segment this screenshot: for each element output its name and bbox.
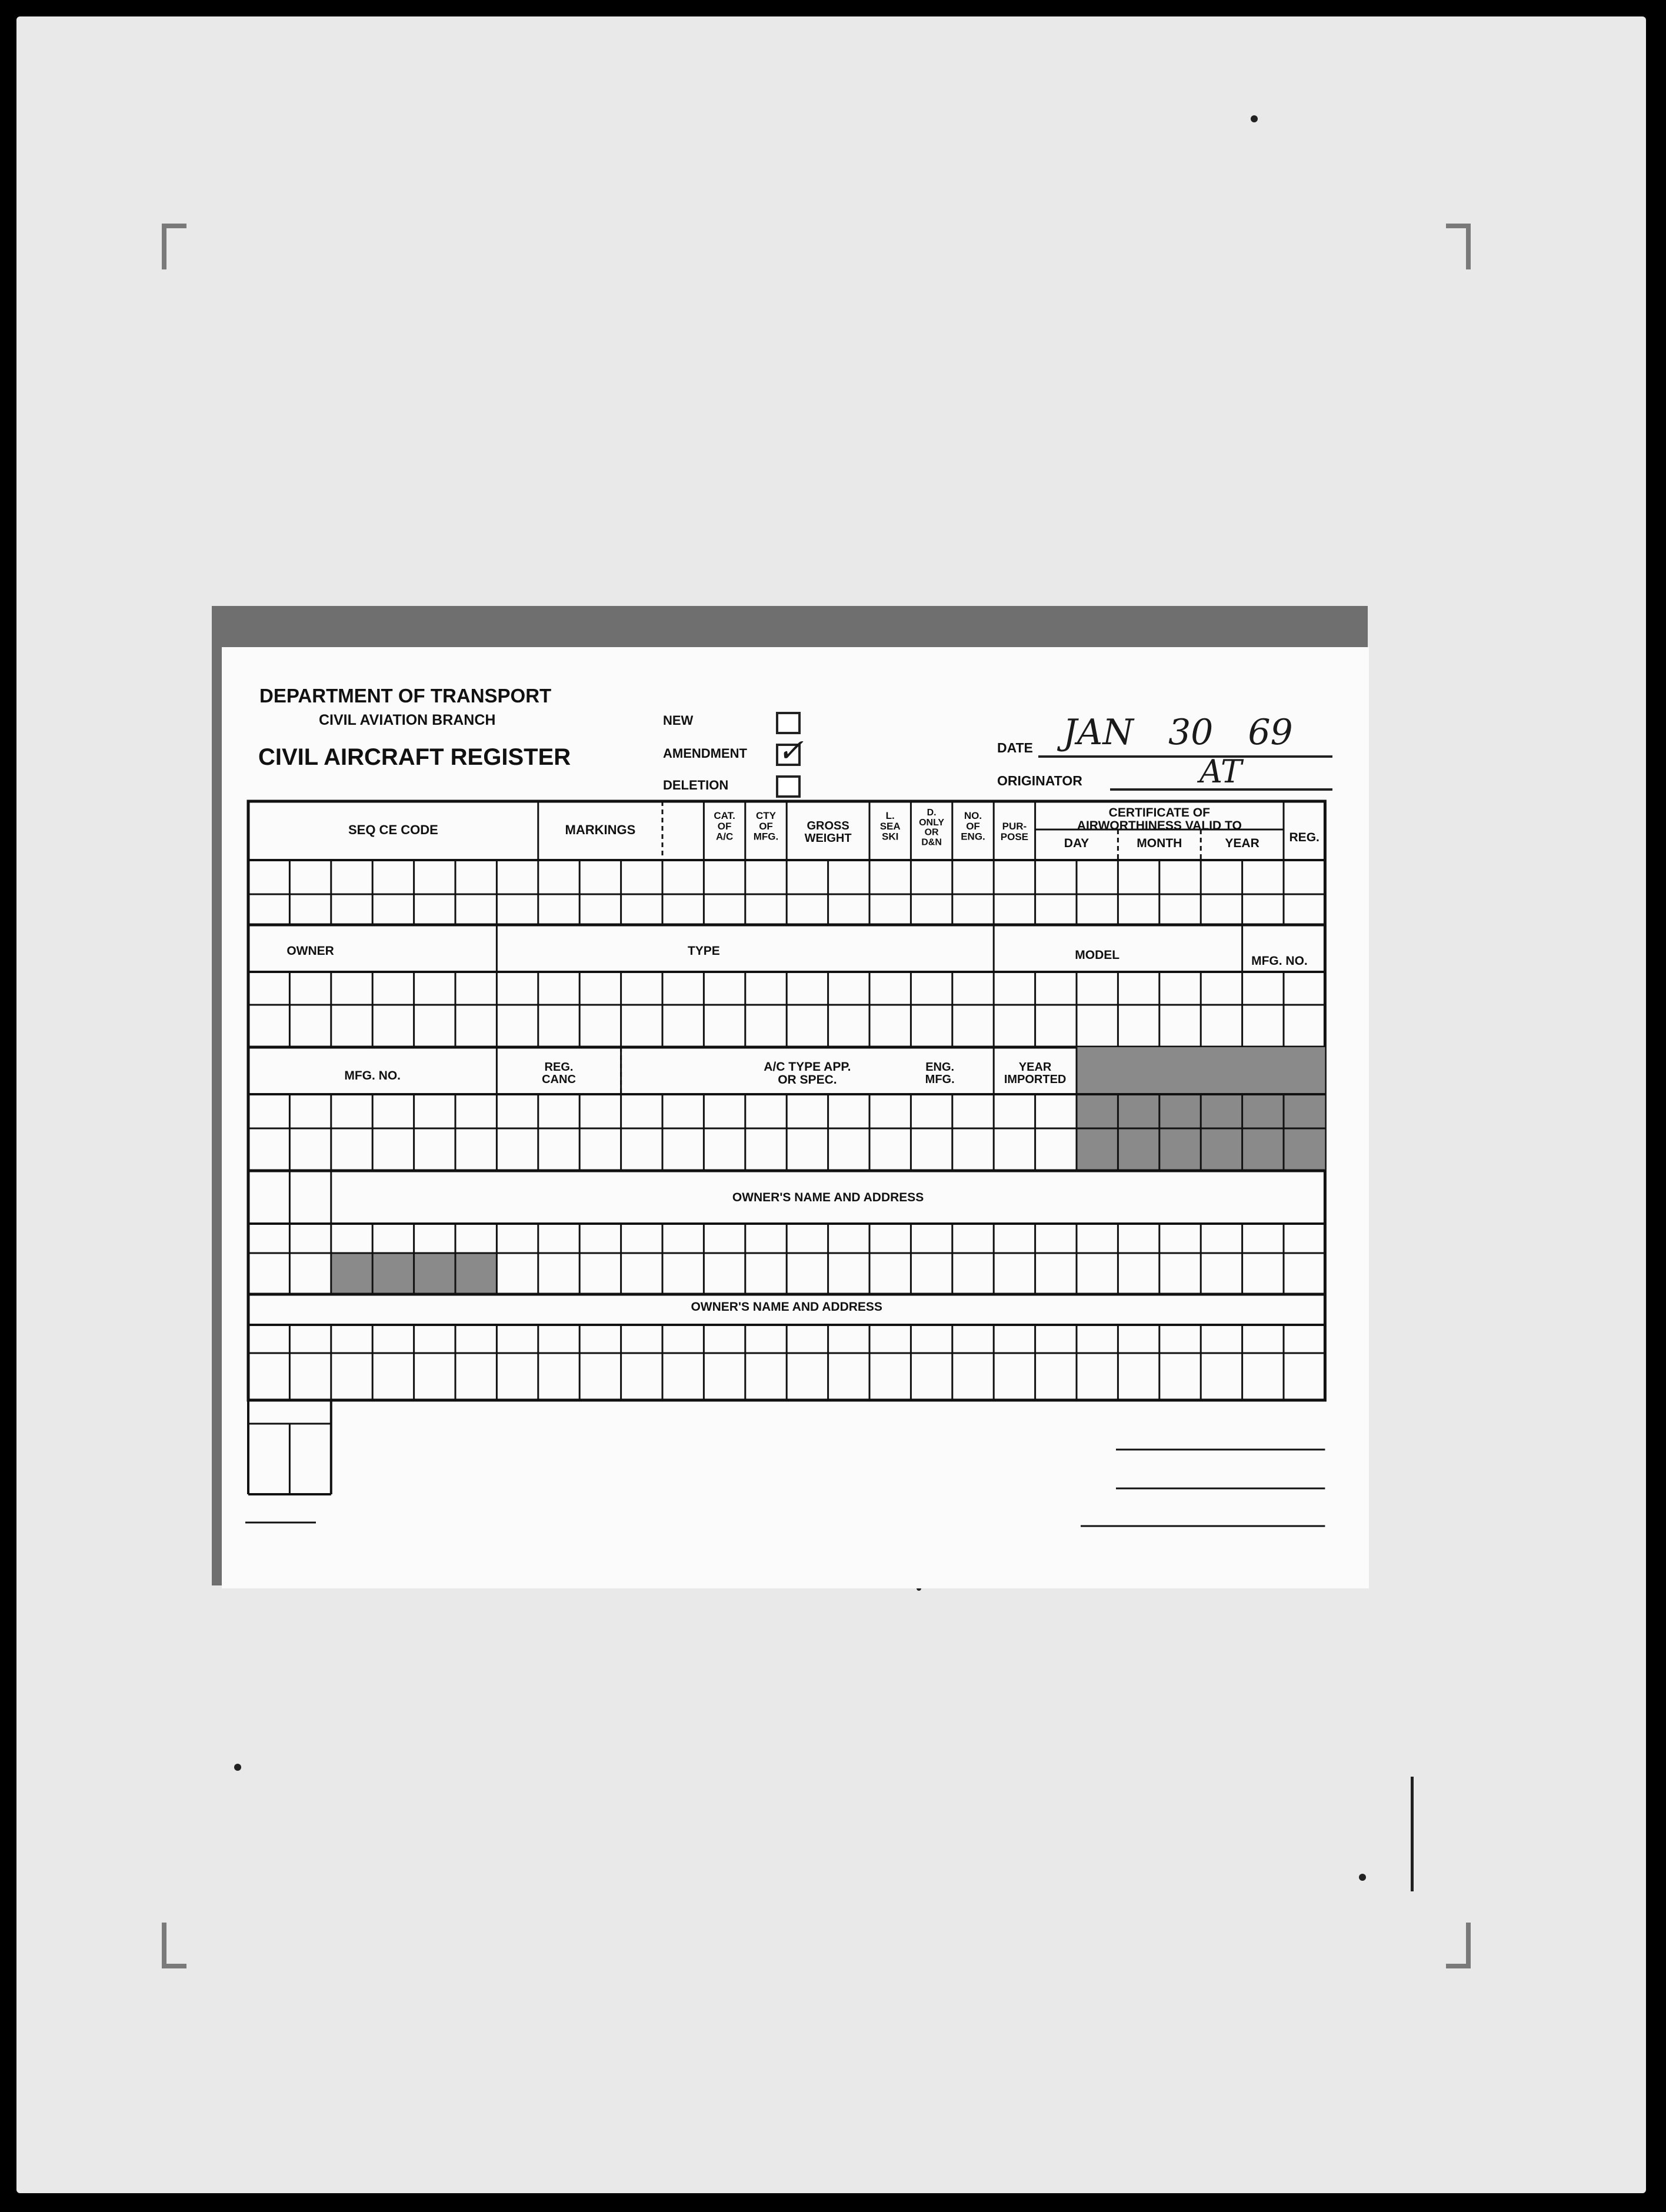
entry-cell[interactable] — [622, 1254, 661, 1293]
form-grid — [222, 647, 1369, 1588]
entry-cell[interactable] — [1285, 1254, 1324, 1293]
entry-cell[interactable] — [415, 895, 454, 924]
branch-title: CIVIL AVIATION BRANCH — [319, 712, 496, 728]
entry-cell[interactable] — [829, 1006, 868, 1046]
entry-cell[interactable] — [747, 1130, 785, 1170]
entry-cell[interactable] — [291, 1006, 329, 1046]
entry-cell[interactable] — [1244, 1354, 1282, 1399]
entry-cell[interactable] — [664, 895, 702, 924]
entry-cell[interactable] — [1119, 1354, 1158, 1399]
crop-mark-top-left — [162, 224, 186, 269]
entry-cell[interactable] — [1037, 1254, 1075, 1293]
entry-cell[interactable] — [1119, 895, 1158, 924]
entry-cell[interactable] — [954, 1254, 992, 1293]
entry-cell[interactable] — [498, 1130, 537, 1170]
entry-cell[interactable] — [332, 895, 371, 924]
entry-cell[interactable] — [912, 1354, 951, 1399]
deletion-label: DELETION — [663, 778, 729, 792]
crop-mark-bottom-left — [162, 1923, 186, 1968]
entry-cell[interactable] — [249, 1254, 288, 1293]
owner-name-address-header: OWNER'S NAME AND ADDRESS — [732, 1191, 924, 1204]
entry-cell[interactable] — [912, 1130, 951, 1170]
entry-cell[interactable] — [995, 895, 1034, 924]
entry-cell[interactable] — [995, 1254, 1034, 1293]
entry-cell[interactable] — [291, 1354, 329, 1399]
mfg-no-header: MFG. NO. — [344, 1069, 401, 1082]
entry-cell[interactable] — [498, 1006, 537, 1046]
entry-cell[interactable] — [788, 1130, 827, 1170]
entry-cell[interactable] — [1161, 1006, 1199, 1046]
entry-cell[interactable] — [1161, 1254, 1199, 1293]
entry-cell[interactable] — [1244, 1254, 1282, 1293]
entry-cell[interactable] — [332, 1254, 371, 1293]
entry-cell[interactable] — [1119, 1130, 1158, 1170]
entry-cell[interactable] — [954, 1354, 992, 1399]
originator-value[interactable]: AT — [1199, 753, 1242, 790]
ac-type-app-header: A/C TYPE APP. OR SPEC. — [764, 1060, 851, 1087]
entry-cell[interactable] — [457, 1130, 495, 1170]
entry-cell[interactable] — [1202, 1254, 1241, 1293]
entry-cell[interactable] — [1078, 1130, 1117, 1170]
entry-cell[interactable] — [995, 1354, 1034, 1399]
eng-mfg-header: ENG. MFG. — [925, 1061, 955, 1086]
entry-cell[interactable] — [705, 1130, 744, 1170]
entry-cell[interactable] — [954, 895, 992, 924]
month-header: MONTH — [1137, 837, 1182, 850]
entry-cell[interactable] — [332, 1130, 371, 1170]
entry-cell[interactable] — [1119, 1006, 1158, 1046]
entry-cell[interactable] — [1037, 895, 1075, 924]
entry-cell[interactable] — [912, 1254, 951, 1293]
entry-cell[interactable] — [664, 1254, 702, 1293]
register-title: CIVIL AIRCRAFT REGISTER — [258, 744, 571, 770]
airworthiness-header: CERTIFICATE OF AIRWORTHINESS VALID TO — [1077, 806, 1242, 833]
entry-cell[interactable] — [1078, 895, 1117, 924]
entry-cell[interactable] — [581, 895, 619, 924]
entry-cell[interactable] — [498, 895, 537, 924]
entry-cell[interactable] — [581, 1130, 619, 1170]
entry-cell[interactable] — [705, 1254, 744, 1293]
entry-cell[interactable] — [249, 1354, 288, 1399]
entry-cell[interactable] — [374, 1354, 412, 1399]
entry-cell[interactable] — [1244, 1130, 1282, 1170]
entry-cell[interactable] — [871, 1254, 909, 1293]
amendment-check-mark: ✓ — [777, 732, 804, 769]
entry-cell[interactable] — [374, 895, 412, 924]
entry-cell[interactable] — [829, 1254, 868, 1293]
day-header: DAY — [1064, 837, 1089, 850]
entry-cell[interactable] — [457, 1254, 495, 1293]
entry-cell[interactable] — [954, 1130, 992, 1170]
register-card — [222, 647, 1369, 1588]
cty-of-mfg-header: CTY OF MFG. — [753, 810, 779, 842]
dust-speck — [1359, 1874, 1366, 1881]
entry-cell[interactable] — [788, 1354, 827, 1399]
entry-cell[interactable] — [788, 895, 827, 924]
model-header: MODEL — [1075, 948, 1120, 962]
entry-cell[interactable] — [415, 1130, 454, 1170]
entry-cell[interactable] — [1078, 1006, 1117, 1046]
entry-cell[interactable] — [622, 1006, 661, 1046]
entry-cell[interactable] — [1161, 1354, 1199, 1399]
entry-cell[interactable] — [954, 1006, 992, 1046]
gross-weight-header: GROSS WEIGHT — [804, 819, 852, 845]
entry-cell[interactable] — [498, 1354, 537, 1399]
crop-mark-bottom-right — [1446, 1923, 1471, 1968]
entry-cell[interactable] — [539, 895, 578, 924]
entry-cell[interactable] — [871, 1130, 909, 1170]
sea-ski-header: L. SEA SKI — [879, 810, 901, 842]
entry-cell[interactable] — [664, 1130, 702, 1170]
entry-cell[interactable] — [374, 1254, 412, 1293]
owner-header: OWNER — [286, 944, 334, 958]
entry-cell[interactable] — [539, 1254, 578, 1293]
entry-cell[interactable] — [995, 1130, 1034, 1170]
entry-cell[interactable] — [912, 895, 951, 924]
new-label: NEW — [663, 713, 694, 728]
entry-cell[interactable] — [1119, 1254, 1158, 1293]
entry-cell[interactable] — [1161, 1130, 1199, 1170]
entry-cell[interactable] — [249, 895, 288, 924]
entry-cell[interactable] — [622, 1354, 661, 1399]
entry-cell[interactable] — [622, 1130, 661, 1170]
entry-cell[interactable] — [664, 1354, 702, 1399]
scan-mark-line — [1411, 1777, 1414, 1891]
entry-cell[interactable] — [457, 1354, 495, 1399]
entry-cell[interactable] — [1202, 1006, 1241, 1046]
entry-cell[interactable] — [1285, 1130, 1324, 1170]
entry-cell[interactable] — [705, 895, 744, 924]
entry-cell[interactable] — [415, 1254, 454, 1293]
entry-cell[interactable] — [581, 1354, 619, 1399]
entry-cell[interactable] — [1244, 1006, 1282, 1046]
year-imported-header: YEAR IMPORTED — [1004, 1061, 1067, 1086]
entry-cell[interactable] — [1037, 1130, 1075, 1170]
reg-canc-header: REG. CANC — [542, 1061, 576, 1086]
entry-cell[interactable] — [1037, 1354, 1075, 1399]
markings-header: MARKINGS — [565, 822, 636, 837]
date-label: DATE — [997, 740, 1033, 755]
entry-cell[interactable] — [1078, 1354, 1117, 1399]
entry-cell[interactable] — [1285, 1354, 1324, 1399]
entry-cell[interactable] — [291, 1130, 329, 1170]
mfg-no-header: MFG. NO. — [1251, 954, 1308, 968]
entry-cell[interactable] — [664, 1006, 702, 1046]
entry-cell[interactable] — [995, 1006, 1034, 1046]
entry-cell[interactable] — [539, 1354, 578, 1399]
cat-of-ac-header: CAT. OF A/C — [714, 810, 735, 842]
entry-cell[interactable] — [871, 895, 909, 924]
entry-cell[interactable] — [581, 1006, 619, 1046]
dust-speck — [234, 1764, 241, 1771]
entry-cell[interactable] — [871, 1354, 909, 1399]
date-value[interactable]: JAN 30 69 — [1063, 712, 1293, 753]
entry-cell[interactable] — [788, 1254, 827, 1293]
entry-cell[interactable] — [581, 1254, 619, 1293]
entry-cell[interactable] — [788, 1006, 827, 1046]
entry-cell[interactable] — [415, 1354, 454, 1399]
entry-cell[interactable] — [829, 1130, 868, 1170]
entry-cell[interactable] — [249, 1130, 288, 1170]
entry-cell[interactable] — [1202, 1354, 1241, 1399]
entry-cell[interactable] — [332, 1006, 371, 1046]
entry-cell[interactable] — [374, 1130, 412, 1170]
entry-cell[interactable] — [1244, 895, 1282, 924]
purpose-header: PUR-POSE — [1000, 821, 1029, 842]
dust-speck — [1251, 115, 1258, 122]
entry-cell[interactable] — [747, 1354, 785, 1399]
entry-cell[interactable] — [539, 1130, 578, 1170]
entry-cell[interactable] — [1161, 895, 1199, 924]
entry-cell[interactable] — [498, 1254, 537, 1293]
entry-cell[interactable] — [747, 1006, 785, 1046]
entry-cell[interactable] — [747, 1254, 785, 1293]
year-header: YEAR — [1225, 837, 1260, 850]
entry-cell[interactable] — [457, 1006, 495, 1046]
type-header: TYPE — [687, 944, 720, 958]
reg-header: REG. — [1289, 831, 1320, 844]
entry-cell[interactable] — [539, 1006, 578, 1046]
department-title: DEPARTMENT OF TRANSPORT — [259, 685, 552, 707]
entry-cell[interactable] — [457, 895, 495, 924]
entry-cell[interactable] — [912, 1006, 951, 1046]
sequence-code-header: SEQ CE CODE — [348, 822, 438, 837]
entry-cell[interactable] — [332, 1354, 371, 1399]
entry-cell[interactable] — [705, 1006, 744, 1046]
entry-cell[interactable] — [1037, 1006, 1075, 1046]
entry-cell[interactable] — [415, 1006, 454, 1046]
crop-mark-top-right — [1446, 224, 1471, 269]
day-night-header: D. ONLY OR D&N — [919, 808, 945, 848]
entry-cell[interactable] — [747, 895, 785, 924]
entry-cell[interactable] — [1078, 1254, 1117, 1293]
entry-cell[interactable] — [705, 1354, 744, 1399]
amendment-label: AMENDMENT — [663, 746, 747, 761]
entry-cell[interactable] — [1285, 1006, 1324, 1046]
entry-cell[interactable] — [1202, 1130, 1241, 1170]
owner-name-address-header: OWNER'S NAME AND ADDRESS — [691, 1300, 882, 1314]
entry-cell[interactable] — [1285, 895, 1324, 924]
entry-cell[interactable] — [291, 895, 329, 924]
entry-cell[interactable] — [291, 1254, 329, 1293]
entry-cell[interactable] — [622, 895, 661, 924]
entry-cell[interactable] — [871, 1006, 909, 1046]
entry-cell[interactable] — [249, 1006, 288, 1046]
entry-cell[interactable] — [1202, 895, 1241, 924]
entry-cell[interactable] — [829, 895, 868, 924]
entry-cell[interactable] — [374, 1006, 412, 1046]
originator-label: ORIGINATOR — [997, 773, 1082, 788]
no-of-eng-header: NO. OF ENG. — [961, 810, 985, 842]
entry-cell[interactable] — [829, 1354, 868, 1399]
